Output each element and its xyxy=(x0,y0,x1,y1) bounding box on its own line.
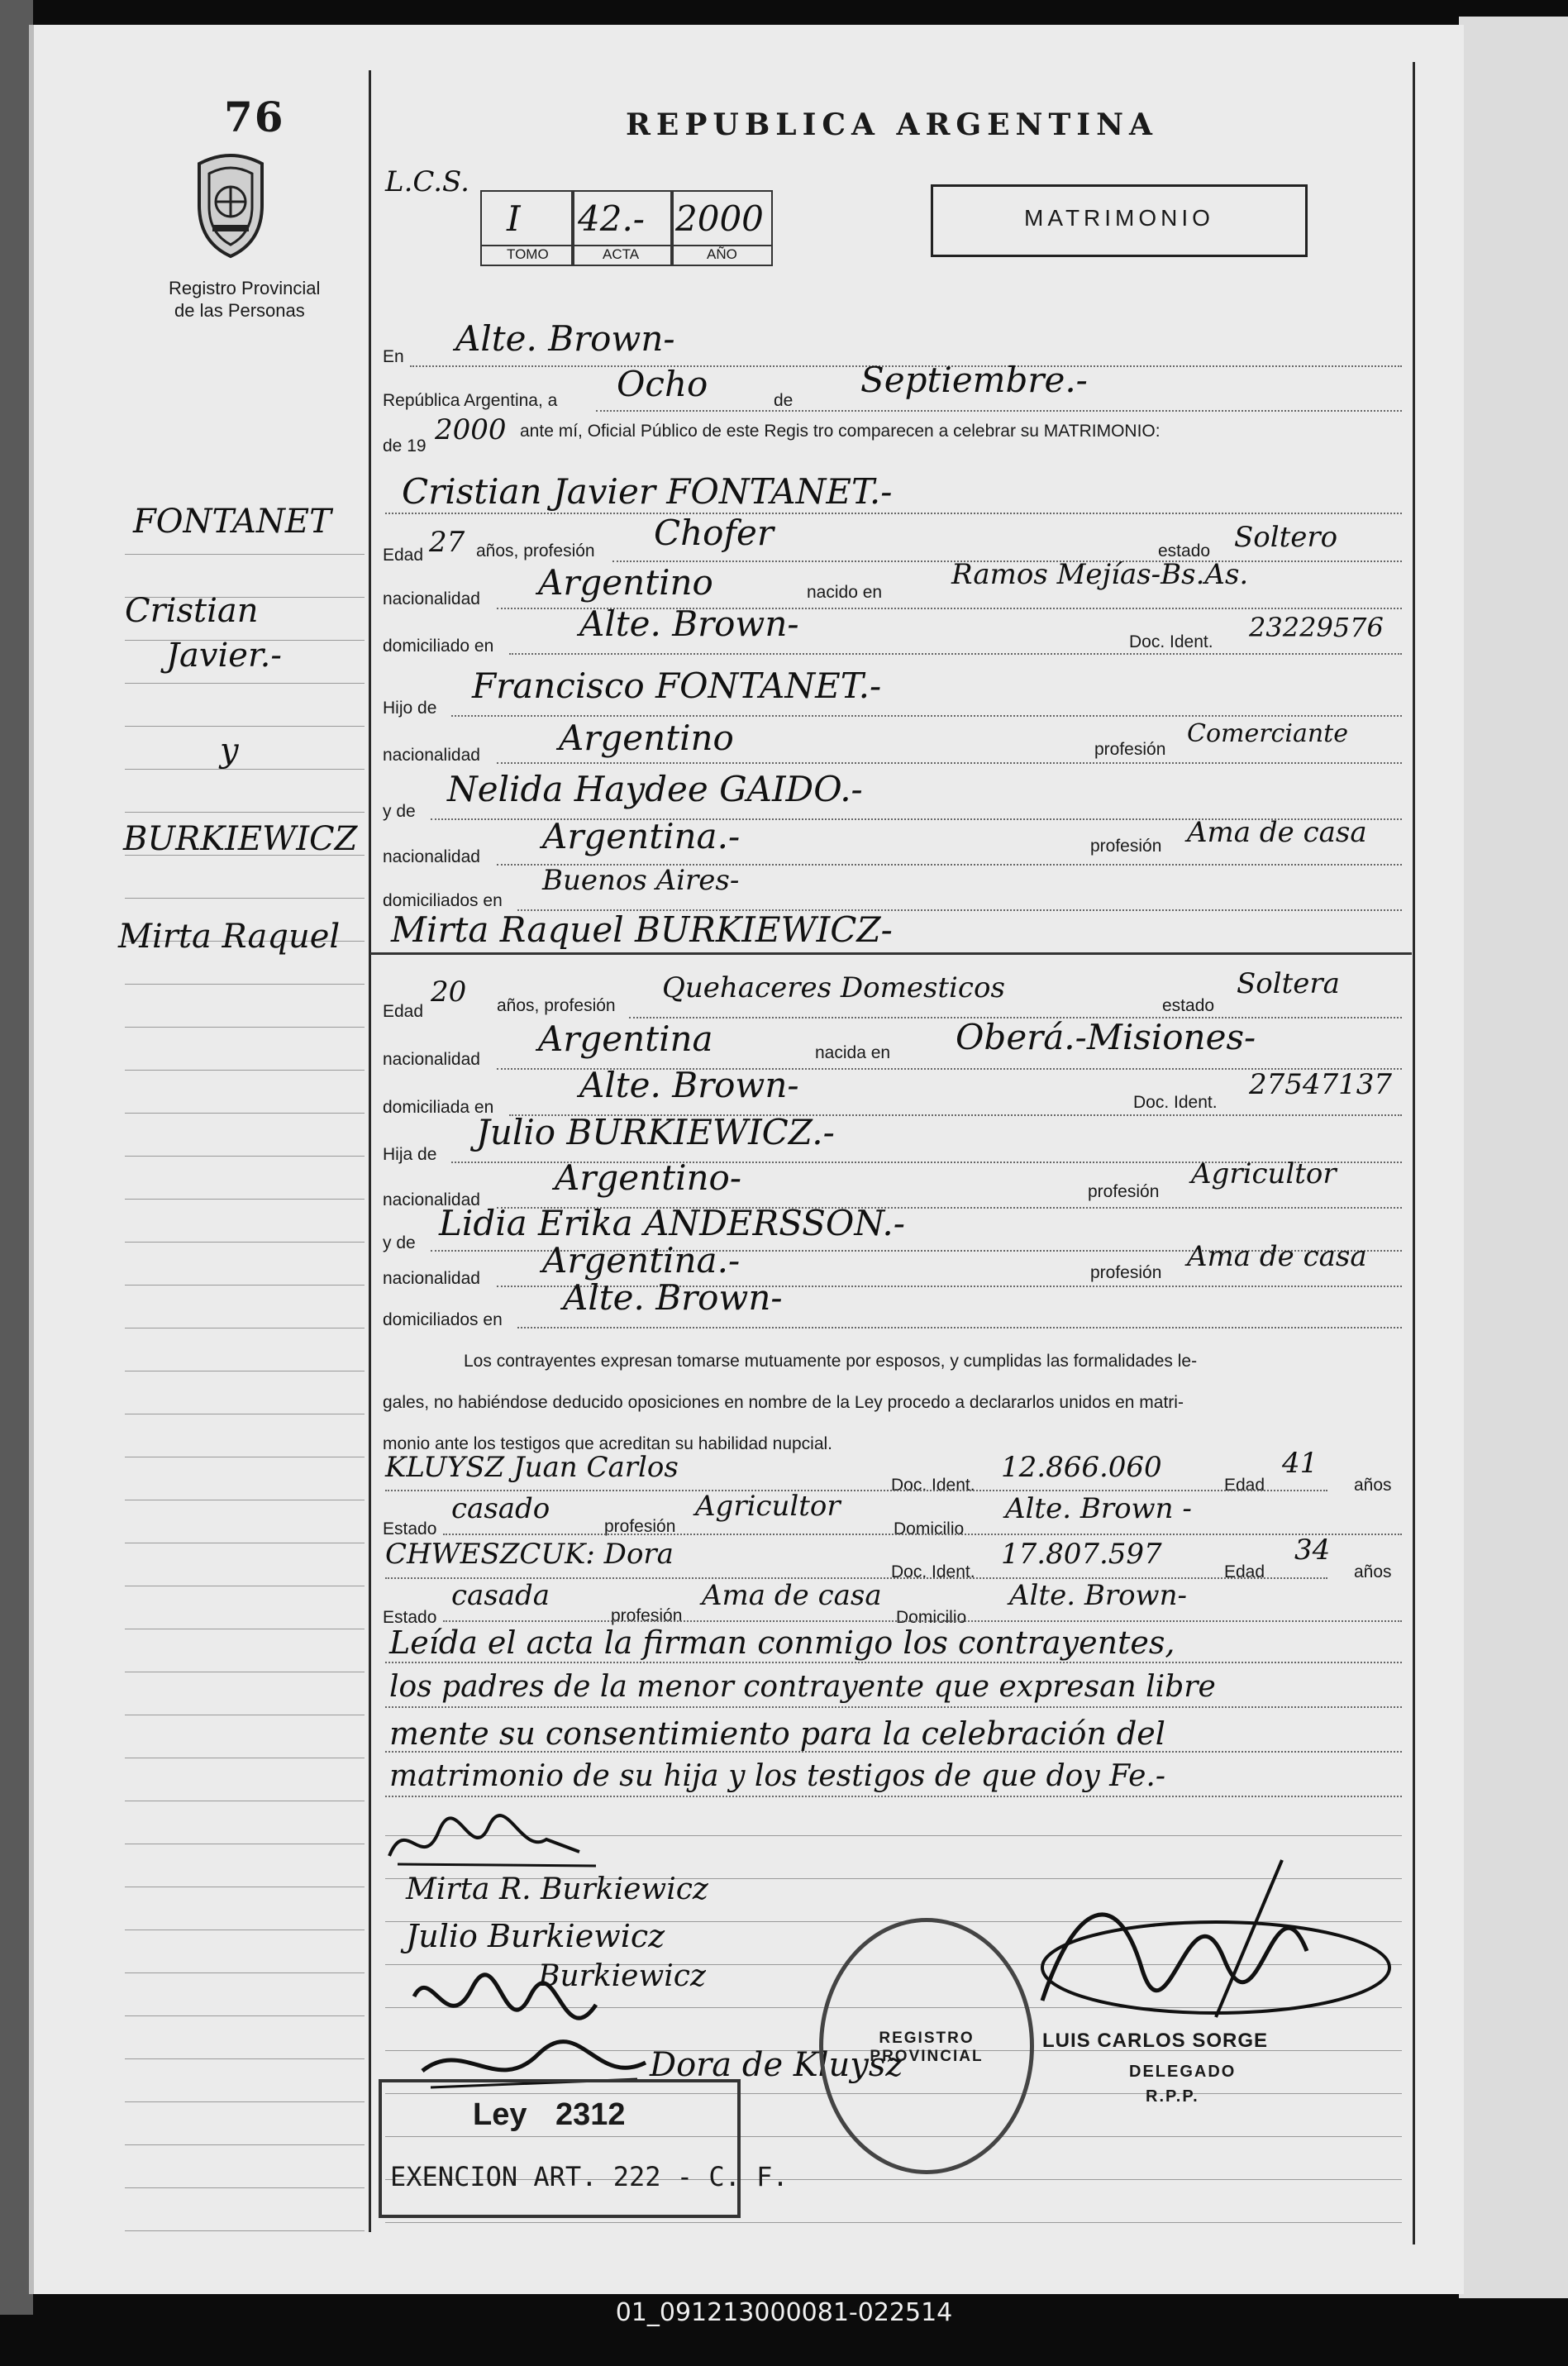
groom-label-edad: Edad xyxy=(383,546,424,565)
witness1-age: 41 xyxy=(1282,1447,1318,1480)
witness1-label-profesion: profesión xyxy=(604,1517,676,1536)
groom-full-name: Cristian Javier FONTANET.- xyxy=(402,471,893,512)
page-number: 76 xyxy=(224,93,285,141)
bride-label-profesion: años, profesión xyxy=(497,996,616,1015)
witness1-label-estado: Estado xyxy=(383,1519,437,1538)
groom-mother-nationality: Argentina.- xyxy=(542,816,741,856)
record-type-box xyxy=(931,184,1308,257)
margin-ruled-line xyxy=(125,1113,365,1114)
line-closing3 xyxy=(385,1751,1402,1753)
margin-ruled-line xyxy=(125,2187,365,2188)
acta-cell xyxy=(571,190,674,246)
intro-day: Ocho xyxy=(617,364,708,404)
bride-nationality: Argentina xyxy=(538,1018,713,1059)
margin-groom-name1: Cristian xyxy=(125,592,259,630)
margin-ruled-line xyxy=(125,812,365,813)
witness2-label-edad: Edad xyxy=(1224,1562,1265,1581)
groom-status: Soltero xyxy=(1234,521,1338,554)
margin-ruled-line xyxy=(125,2144,365,2145)
margin-bride-surname: BURKIEWICZ xyxy=(123,820,358,858)
line-date xyxy=(596,410,1402,412)
witness2-doc: 17.807.597 xyxy=(1001,1538,1162,1571)
label-de-19: de 19 xyxy=(383,436,427,456)
closing-line3: mente su consentimiento para la celebración del xyxy=(389,1715,1165,1752)
bride-full-name: Mirta Raquel BURKIEWICZ- xyxy=(391,909,893,950)
registry-name-line1: Registro Provincial xyxy=(169,278,321,298)
groom-domicile: Alte. Brown- xyxy=(579,603,799,644)
witness1-label-domicilio: Domicilio xyxy=(894,1519,965,1538)
bride-label-father-nac: nacionalidad xyxy=(383,1190,480,1209)
groom-label-mother-nac: nacionalidad xyxy=(383,847,480,866)
line-witness1-name xyxy=(385,1490,1327,1491)
witness1-label-anos: años xyxy=(1354,1476,1392,1495)
bride-doc: 27547137 xyxy=(1249,1068,1393,1101)
declaration-line3: monio ante los testigos que acreditan su habilidad nupcial. xyxy=(383,1434,833,1453)
bride-mother-profession: Ama de casa xyxy=(1187,1240,1367,1273)
line-witness2-details xyxy=(443,1620,1402,1622)
groom-father-nationality: Argentino xyxy=(559,718,734,758)
declaration-line1: Los contrayentes expresan tomarse mutuamente por esposos, y cumplidas las formalidades le- xyxy=(464,1352,1198,1371)
groom-label-estado: estado xyxy=(1158,541,1211,560)
margin-divider-line xyxy=(369,70,371,2232)
lcs-note: L.C.S. xyxy=(385,165,469,198)
bride-label-father-prof: profesión xyxy=(1088,1182,1160,1201)
line-bride-parents-dom xyxy=(517,1327,1402,1328)
bride-label-hija: Hija de xyxy=(383,1145,437,1164)
acta-label-cell xyxy=(571,245,674,266)
groom-label-doc: Doc. Ident. xyxy=(1129,632,1213,651)
margin-ruled-line xyxy=(125,554,365,555)
witness2-domicile: Alte. Brown- xyxy=(1009,1579,1188,1612)
groom-parents-domicile: Buenos Aires- xyxy=(542,864,740,897)
groom-father: Francisco FONTANET.- xyxy=(472,665,882,706)
line-groom-father xyxy=(451,715,1402,717)
margin-groom-surname: FONTANET xyxy=(133,503,331,541)
bride-mother: Lidia Erika ANDERSSON.- xyxy=(439,1203,905,1243)
witness2-label-doc: Doc. Ident. xyxy=(891,1562,975,1581)
witness2-signature: Dora de Kluysz xyxy=(650,2046,903,2084)
groom-label-mother-prof: profesión xyxy=(1090,837,1162,856)
bride-label-doc: Doc. Ident. xyxy=(1133,1093,1218,1112)
ano-cell xyxy=(670,190,773,246)
groom-doc: 23229576 xyxy=(1249,612,1384,643)
line-groom-domicile xyxy=(509,653,1402,655)
official-title-delegado: DELEGADO xyxy=(1129,2063,1237,2081)
witness2-status: casada xyxy=(451,1579,550,1612)
stamp-ley-label: Ley xyxy=(473,2097,527,2132)
official-signature xyxy=(1009,1852,1398,2042)
right-border-line xyxy=(1413,62,1415,2244)
next-page-edge xyxy=(1459,17,1568,2298)
tomo-value: I xyxy=(507,198,521,239)
margin-ruled-line xyxy=(125,1285,365,1286)
bride-label-edad: Edad xyxy=(383,1002,424,1021)
intro-comparecen: ante mí, Oficial Público de este Regis tro comparecen a celebrar su MATRIMONIO: xyxy=(520,422,1161,441)
intro-place: Alte. Brown- xyxy=(455,318,675,359)
label-republica: República Argentina, a xyxy=(383,391,558,410)
line-closing2 xyxy=(385,1706,1402,1708)
witness2-label-profesion: profesión xyxy=(611,1606,683,1625)
mother-signature: Burkiewicz xyxy=(538,1959,706,1993)
bride-label-nacida: nacida en xyxy=(815,1043,891,1062)
record-type-label: MATRIMONIO xyxy=(1024,205,1214,231)
margin-ruled-line xyxy=(125,769,365,770)
groom-label-domiciliados: domiciliados en xyxy=(383,891,503,910)
bride-label-estado: estado xyxy=(1162,996,1215,1015)
book-spine-edge xyxy=(0,0,33,2315)
tomo-label-cell xyxy=(480,245,574,266)
groom-father-profession: Comerciante xyxy=(1187,719,1348,748)
groom-label-father-nac: nacionalidad xyxy=(383,746,480,765)
bride-father-nationality: Argentino- xyxy=(555,1157,742,1198)
acta-label: ACTA xyxy=(603,246,640,262)
scan-footer-id: 01_091213000081-022514 xyxy=(615,2298,953,2327)
witness2-profession: Ama de casa xyxy=(702,1579,882,1612)
bride-label-domiciliados: domiciliados en xyxy=(383,1310,503,1329)
margin-ruled-line xyxy=(125,984,365,985)
groom-signature xyxy=(381,1806,612,1881)
seal-text: REGISTRO PROVINCIAL xyxy=(870,2030,984,2065)
bride-label-nacionalidad: nacionalidad xyxy=(383,1050,480,1069)
margin-ruled-line xyxy=(125,2015,365,2016)
margin-ruled-line xyxy=(125,1070,365,1071)
witness1-label-edad: Edad xyxy=(1224,1476,1265,1495)
groom-age: 27 xyxy=(429,526,465,559)
signature-ruled-line xyxy=(385,2222,1402,2223)
margin-ruled-line xyxy=(125,1027,365,1028)
registry-name-line2: de las Personas xyxy=(174,300,305,321)
exemption-stamp xyxy=(379,2079,789,2218)
margin-ruled-line xyxy=(125,898,365,899)
country-title: REPUBLICA ARGENTINA xyxy=(626,107,1158,142)
closing-line1: Leída el acta la firman conmigo los contrayentes, xyxy=(389,1624,1175,1661)
bride-label-y-de: y de xyxy=(383,1233,416,1252)
witness2-label-anos: años xyxy=(1354,1562,1392,1581)
line-groom-father-nat xyxy=(497,762,1402,764)
witness1-profession: Agricultor xyxy=(695,1490,841,1523)
groom-label-y-de: y de xyxy=(383,802,416,821)
groom-label-hijo: Hijo de xyxy=(383,699,437,718)
witness1-label-doc: Doc. Ident. xyxy=(891,1476,975,1495)
groom-nationality: Argentino xyxy=(538,562,713,603)
ano-value: 2000 xyxy=(675,198,764,239)
margin-bride-name: Mirta Raquel xyxy=(118,918,341,956)
margin-ruled-line xyxy=(125,1972,365,1973)
ano-label: AÑO xyxy=(707,246,737,262)
bride-label-mother-prof: profesión xyxy=(1090,1263,1162,1282)
intro-year: 2000 xyxy=(435,413,507,446)
margin-conjunction: y xyxy=(220,732,239,770)
bride-age: 20 xyxy=(431,975,467,1009)
label-en: En xyxy=(383,347,404,366)
groom-mother-profession: Ama de casa xyxy=(1187,816,1367,849)
province-emblem-icon xyxy=(191,147,270,260)
line-closing4 xyxy=(385,1796,1402,1797)
official-name: LUIS CARLOS SORGE xyxy=(1042,2030,1269,2052)
witness2-age: 34 xyxy=(1294,1534,1331,1567)
witness1-status: casado xyxy=(451,1492,550,1525)
groom-label-domiciliado: domiciliado en xyxy=(383,637,494,656)
stamp-exencion: EXENCION ART. 222 - C. F. xyxy=(390,2161,789,2192)
margin-groom-name2: Javier.- xyxy=(166,637,282,675)
bride-birthplace: Oberá.-Misiones- xyxy=(956,1017,1256,1057)
groom-label-profesion: años, profesión xyxy=(476,541,595,560)
bride-status: Soltera xyxy=(1237,967,1340,1000)
margin-ruled-line xyxy=(125,1156,365,1157)
groom-label-nacido: nacido en xyxy=(807,583,883,602)
witness2-name: CHWESZCUK: Dora xyxy=(385,1538,674,1571)
margin-ruled-line xyxy=(125,1199,365,1200)
label-de: de xyxy=(774,391,794,410)
document-page xyxy=(29,25,1464,2294)
bride-signature: Mirta R. Burkiewicz xyxy=(406,1872,708,1906)
closing-line4: matrimonio de su hija y los testigos de que doy Fe.- xyxy=(389,1759,1166,1793)
witness2-label-domicilio: Domicilio xyxy=(896,1608,967,1627)
witness1-domicile: Alte. Brown - xyxy=(1005,1492,1192,1525)
witness1-name: KLUYSZ Juan Carlos xyxy=(385,1451,679,1484)
margin-ruled-line xyxy=(125,683,365,684)
witness1-doc: 12.866.060 xyxy=(1001,1451,1162,1484)
stamp-ley-number: 2312 xyxy=(555,2097,626,2132)
margin-ruled-line xyxy=(125,2058,365,2059)
groom-mother: Nelida Haydee GAIDO.- xyxy=(447,769,863,809)
acta-value: 42.- xyxy=(578,198,645,239)
margin-ruled-line xyxy=(125,2230,365,2231)
official-title-rpp: R.P.P. xyxy=(1146,2087,1199,2106)
intro-month: Septiembre.- xyxy=(860,360,1088,400)
tomo-cell xyxy=(480,190,574,246)
witness2-label-estado: Estado xyxy=(383,1608,437,1627)
groom-birthplace: Ramos Mejías-Bs.As. xyxy=(951,558,1249,591)
bride-father: Julio BURKIEWICZ.- xyxy=(476,1112,835,1152)
bride-domicile: Alte. Brown- xyxy=(579,1065,799,1105)
declaration-line2: gales, no habiéndose deducido oposiciones en nombre de la Ley procedo a declararlos unidos en matri- xyxy=(383,1393,1184,1412)
official-oval-seal xyxy=(819,1918,1034,2174)
margin-ruled-line xyxy=(125,2101,365,2102)
line-closing1 xyxy=(385,1662,1402,1663)
section-divider xyxy=(370,952,1412,955)
bride-parents-domicile: Alte. Brown- xyxy=(563,1277,783,1318)
groom-label-father-prof: profesión xyxy=(1094,740,1166,759)
bride-mother-nationality: Argentina.- xyxy=(542,1240,741,1281)
margin-ruled-line xyxy=(125,1242,365,1243)
father-signature: Julio Burkiewicz xyxy=(406,1918,665,1954)
line-witness1-details xyxy=(443,1534,1402,1535)
bride-label-domiciliada: domiciliada en xyxy=(383,1098,494,1117)
bride-father-profession: Agricultor xyxy=(1191,1157,1337,1190)
margin-ruled-line xyxy=(125,726,365,727)
closing-line2: los padres de la menor contrayente que expresan libre xyxy=(389,1670,1216,1704)
bride-profession: Quehaceres Domesticos xyxy=(662,971,1005,1004)
groom-profession: Chofer xyxy=(654,513,774,553)
tomo-label: TOMO xyxy=(507,246,549,262)
groom-label-nacionalidad: nacionalidad xyxy=(383,589,480,608)
line-groom-name xyxy=(385,513,1402,514)
bride-label-mother-nac: nacionalidad xyxy=(383,1269,480,1288)
ano-label-cell xyxy=(670,245,773,266)
